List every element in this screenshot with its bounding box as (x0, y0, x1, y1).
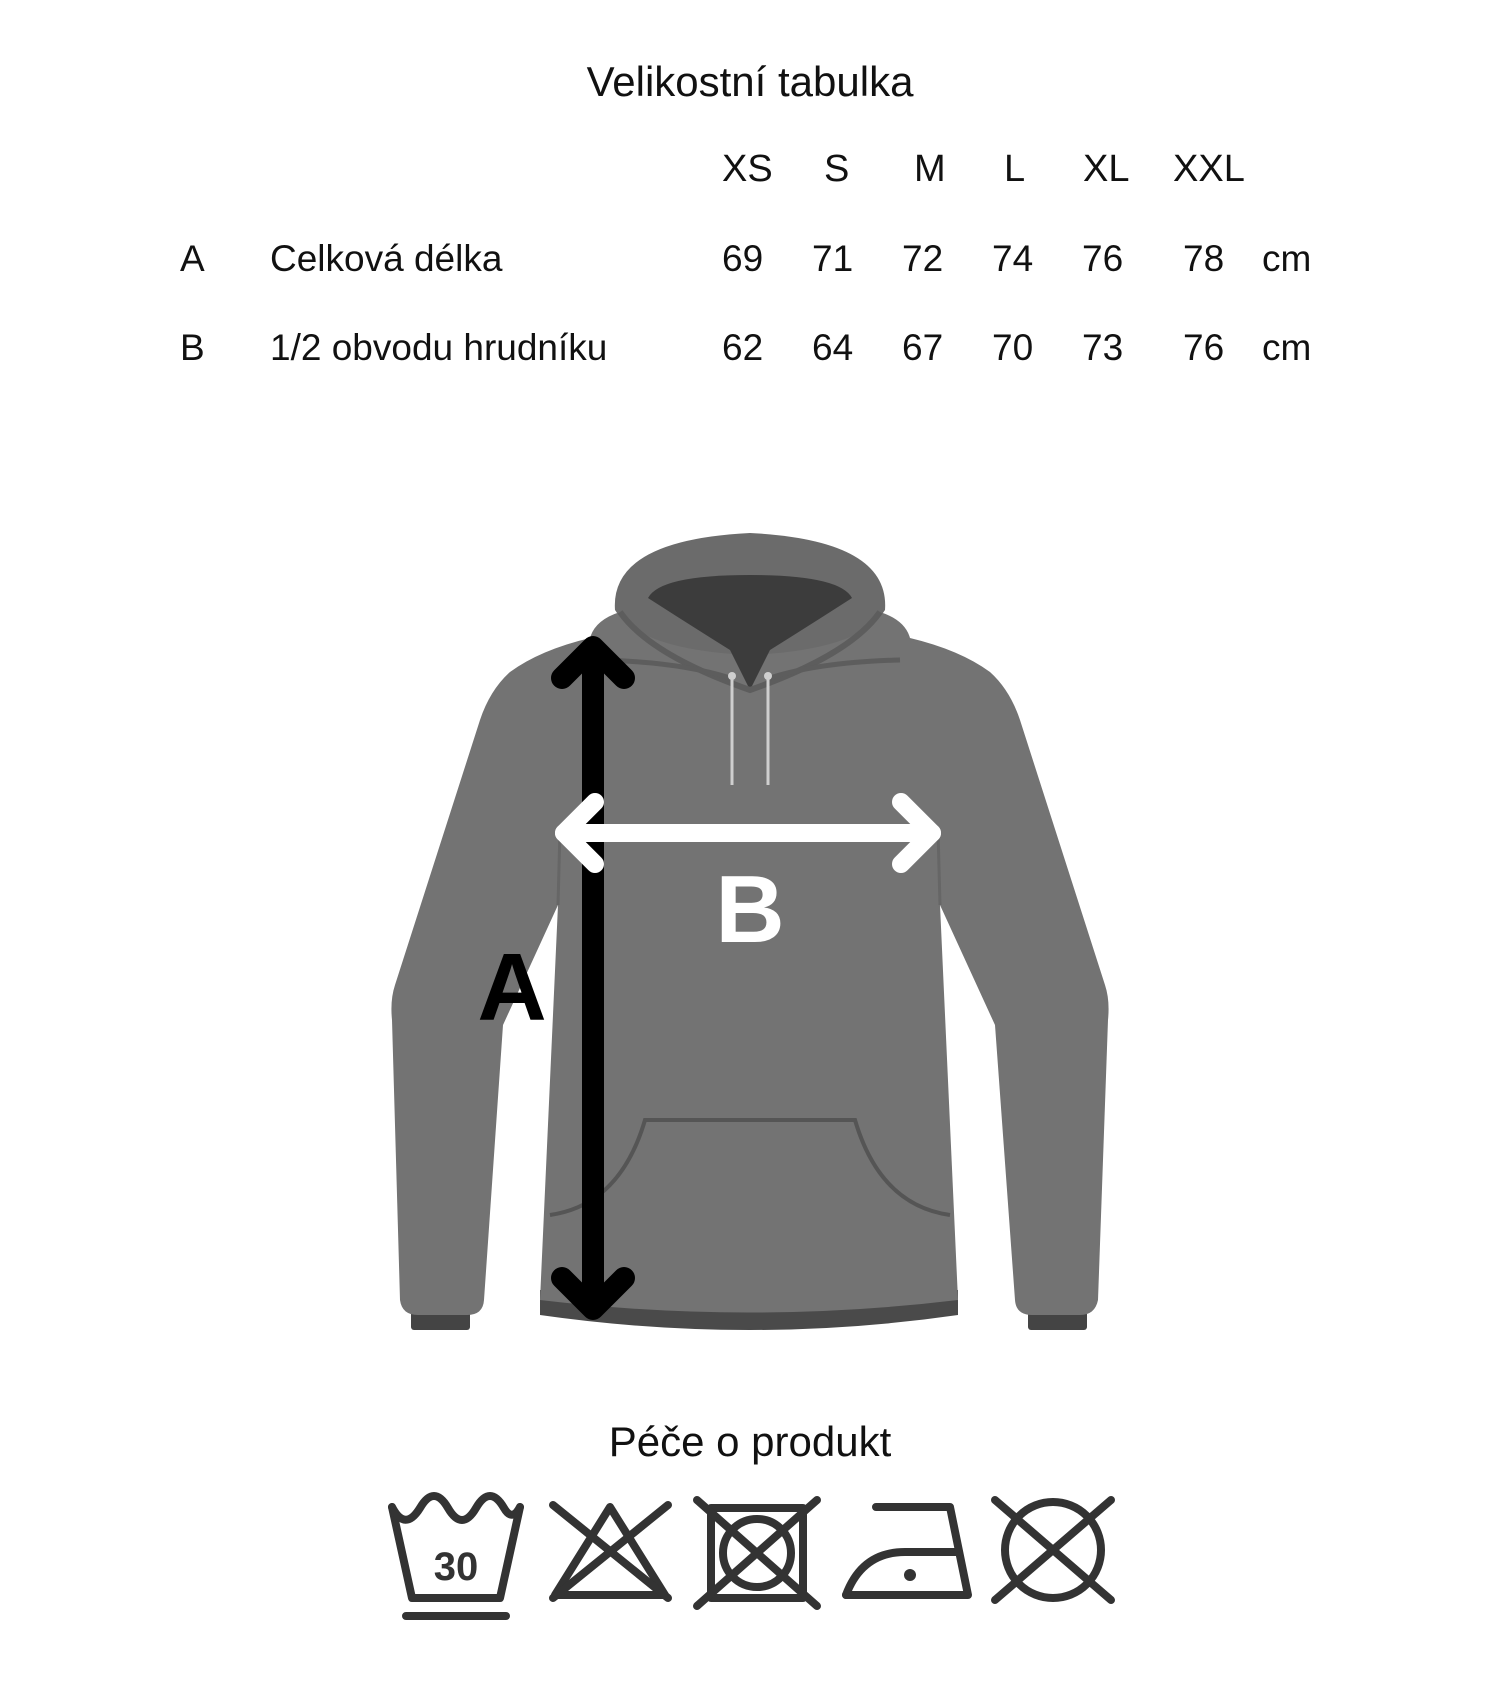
size-header-m: M (914, 148, 946, 190)
size-header-xs: XS (722, 148, 773, 190)
label-a: A (477, 934, 547, 1041)
row-label: 1/2 obvodu hrudníku (270, 327, 608, 368)
value-cell: 74 (992, 238, 1034, 279)
value-cell: 70 (992, 327, 1034, 368)
row-label: Celková délka (270, 238, 503, 279)
label-b: B (715, 856, 785, 963)
value-cell: 73 (1082, 327, 1124, 368)
value-cell: 76 (1082, 238, 1124, 279)
care-icons (0, 1480, 1500, 1700)
value-cell: 76 (1183, 327, 1225, 368)
value-cell: 64 (812, 327, 854, 368)
row-letter: B (180, 327, 205, 368)
unit-cell: cm (1262, 327, 1312, 368)
value-cell: 78 (1183, 238, 1225, 279)
iron-dot (904, 1569, 916, 1581)
care-title: Péče o produkt (608, 1418, 892, 1465)
value-cell: 71 (812, 238, 854, 279)
value-cell: 62 (722, 327, 764, 368)
sleeve-seam-right (938, 830, 940, 905)
unit-cell: cm (1262, 238, 1312, 279)
value-cell: 72 (902, 238, 944, 279)
wash-temperature: 30 (433, 1545, 479, 1589)
no-dry-clean-icon (995, 1500, 1111, 1600)
size-header-xl: XL (1083, 148, 1130, 190)
row-letter: A (180, 238, 205, 279)
iron-low-icon (846, 1507, 968, 1595)
size-header-s: S (824, 148, 850, 190)
value-cell: 67 (902, 327, 944, 368)
value-cell: 69 (722, 238, 764, 279)
no-bleach-icon (553, 1505, 668, 1598)
no-tumble-dry-icon (697, 1500, 817, 1606)
size-table-title: Velikostní tabulka (586, 58, 914, 105)
size-header-l: L (1004, 148, 1026, 190)
size-header-xxl: XXL (1173, 148, 1245, 190)
